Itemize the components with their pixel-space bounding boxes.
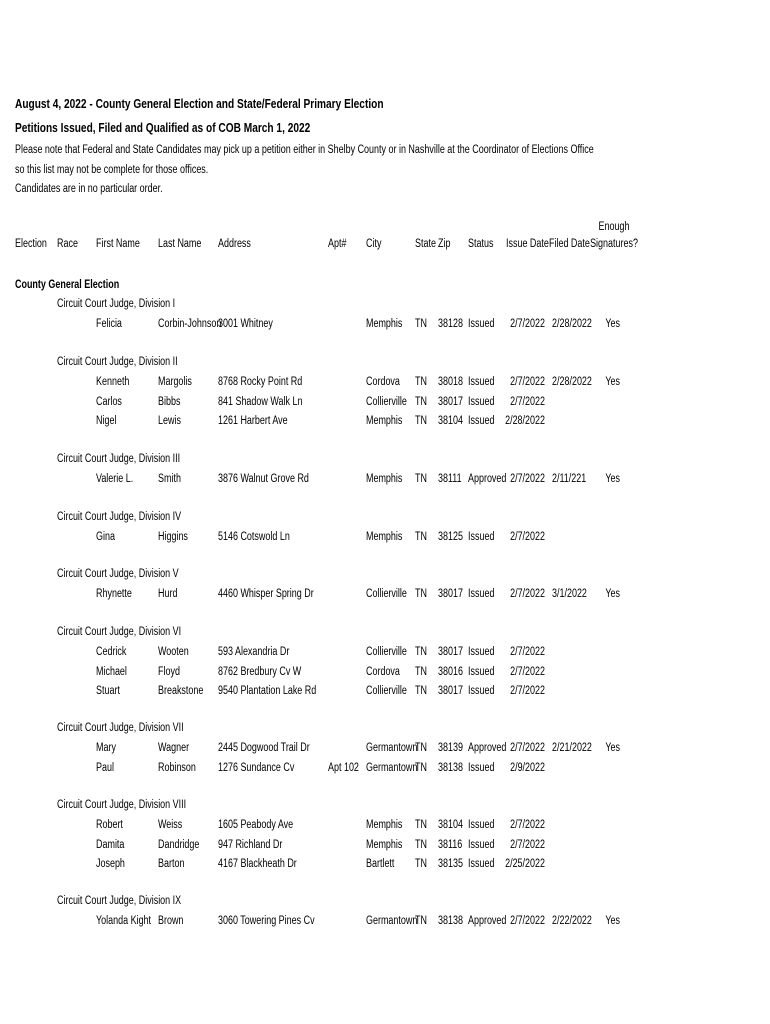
last-name-cell: Brown xyxy=(158,915,184,927)
last-name-cell: Wagner xyxy=(158,742,190,754)
first-name-cell: Michael xyxy=(96,665,127,678)
zip-cell: 38138 xyxy=(438,761,463,774)
city-cell: Germantown xyxy=(366,742,418,754)
address-cell: 2445 Dogwood Trail Dr xyxy=(218,742,310,754)
city-cell: Cordova xyxy=(366,665,400,678)
election-group-label: County General Election xyxy=(15,279,120,291)
zip-cell: 38138 xyxy=(438,915,463,927)
enough-signatures-cell: Yes xyxy=(605,473,620,485)
city-cell: Memphis xyxy=(366,415,403,427)
filed-date-cell: 3/1/2022 xyxy=(552,588,587,600)
enough-signatures-cell: Yes xyxy=(605,318,620,330)
status-cell: Issued xyxy=(468,531,495,543)
city-cell: Germantown xyxy=(366,915,418,927)
address-cell: 4460 Whisper Spring Dr xyxy=(218,588,314,600)
last-name-cell: Dandridge xyxy=(158,838,200,851)
filed-date-cell: 2/22/2022 xyxy=(552,915,592,927)
col-state: State xyxy=(415,238,436,250)
city-cell: Memphis xyxy=(366,819,403,831)
first-name-cell: Felicia xyxy=(96,318,122,330)
zip-cell: 38139 xyxy=(438,742,463,754)
zip-cell: 38017 xyxy=(438,646,463,658)
address-cell: 841 Shadow Walk Ln xyxy=(218,395,303,408)
address-cell: 8762 Bredbury Cv W xyxy=(218,665,302,678)
status-cell: Issued xyxy=(468,858,495,870)
col-city: City xyxy=(366,238,382,250)
state-cell: TN xyxy=(415,318,427,330)
state-cell: TN xyxy=(415,588,427,600)
document-subtitle: Petitions Issued, Filed and Qualified as of COB March 1, 2022 xyxy=(15,120,311,135)
zip-cell: 38128 xyxy=(438,318,463,330)
city-cell: Bartlett xyxy=(366,858,395,870)
status-cell: Issued xyxy=(468,646,495,658)
issue-date-cell: 2/7/2022 xyxy=(510,665,545,678)
state-cell: TN xyxy=(415,838,427,851)
col-zip: Zip xyxy=(438,238,451,250)
state-cell: TN xyxy=(415,473,427,485)
issue-date-cell: 2/7/2022 xyxy=(510,395,545,408)
state-cell: TN xyxy=(415,819,427,831)
first-name-cell: Mary xyxy=(96,742,116,754)
issue-date-cell: 2/7/2022 xyxy=(510,819,545,831)
city-cell: Collierville xyxy=(366,588,407,600)
last-name-cell: Corbin-Johnson xyxy=(158,318,222,330)
col-election: Election xyxy=(15,238,47,250)
first-name-cell: Paul xyxy=(96,761,114,774)
last-name-cell: Hurd xyxy=(158,588,178,600)
issue-date-cell: 2/7/2022 xyxy=(510,318,545,330)
first-name-cell: Yolanda Kight xyxy=(96,915,152,927)
city-cell: Cordova xyxy=(366,376,400,388)
first-name-cell: Rhynette xyxy=(96,588,132,600)
filed-date-cell: 2/11/221 xyxy=(552,473,587,485)
issue-date-cell: 2/7/2022 xyxy=(510,646,545,658)
zip-cell: 38017 xyxy=(438,685,463,697)
city-cell: Memphis xyxy=(366,531,403,543)
address-cell: 593 Alexandria Dr xyxy=(218,646,290,658)
state-cell: TN xyxy=(415,858,427,870)
state-cell: TN xyxy=(415,685,427,697)
address-cell: 8768 Rocky Point Rd xyxy=(218,376,303,388)
last-name-cell: Higgins xyxy=(158,531,188,543)
zip-cell: 38017 xyxy=(438,588,463,600)
first-name-cell: Valerie L. xyxy=(96,473,134,485)
status-cell: Approved xyxy=(468,915,507,927)
state-cell: TN xyxy=(415,915,427,927)
city-cell: Collierville xyxy=(366,646,407,658)
first-name-cell: Joseph xyxy=(96,858,125,870)
race-label: Circuit Court Judge, Division VII xyxy=(57,722,184,734)
city-cell: Collierville xyxy=(366,395,407,408)
address-cell: 5146 Cotswold Ln xyxy=(218,531,290,543)
note-line-1: Please note that Federal and State Candidates may pick up a petition either in Shelby County or in Nashville at the Coordinator of Elections Office xyxy=(15,144,594,156)
status-cell: Issued xyxy=(468,761,495,774)
race-label: Circuit Court Judge, Division V xyxy=(57,568,179,580)
race-label: Circuit Court Judge, Division III xyxy=(57,453,181,465)
issue-date-cell: 2/9/2022 xyxy=(510,761,545,774)
zip-cell: 38104 xyxy=(438,819,463,831)
zip-cell: 38111 xyxy=(438,473,462,485)
col-enough-line-1: Enough xyxy=(598,221,630,233)
col-apt: Apt# xyxy=(328,238,347,250)
status-cell: Issued xyxy=(468,318,495,330)
state-cell: TN xyxy=(415,761,427,774)
last-name-cell: Bibbs xyxy=(158,395,181,408)
issue-date-cell: 2/7/2022 xyxy=(510,685,545,697)
first-name-cell: Gina xyxy=(96,531,115,543)
issue-date-cell: 2/7/2022 xyxy=(510,742,545,754)
note-line-2: so this list may not be complete for those offices. xyxy=(15,164,209,176)
status-cell: Issued xyxy=(468,685,495,697)
issue-date-cell: 2/7/2022 xyxy=(510,376,545,388)
zip-cell: 38116 xyxy=(438,838,463,851)
status-cell: Issued xyxy=(468,395,495,408)
status-cell: Issued xyxy=(468,415,495,427)
address-cell: 947 Richland Dr xyxy=(218,838,283,851)
zip-cell: 38018 xyxy=(438,376,463,388)
col-first-name: First Name xyxy=(96,238,140,250)
last-name-cell: Robinson xyxy=(158,761,196,774)
col-filed-date: Filed Date xyxy=(549,238,590,250)
state-cell: TN xyxy=(415,531,427,543)
col-enough-line-2: Signatures? xyxy=(590,238,638,250)
city-cell: Memphis xyxy=(366,838,403,851)
issue-date-cell: 2/7/2022 xyxy=(510,838,545,851)
zip-cell: 38104 xyxy=(438,415,463,427)
filed-date-cell: 2/21/2022 xyxy=(552,742,592,754)
filed-date-cell: 2/28/2022 xyxy=(552,376,592,388)
address-cell: 3001 Whitney xyxy=(218,318,273,330)
city-cell: Collierville xyxy=(366,685,407,697)
col-race: Race xyxy=(57,238,78,250)
last-name-cell: Weiss xyxy=(158,819,183,831)
enough-signatures-cell: Yes xyxy=(605,742,620,754)
apt-cell: Apt 102 xyxy=(328,761,359,774)
col-last-name: Last Name xyxy=(158,238,202,250)
address-cell: 1605 Peabody Ave xyxy=(218,819,294,831)
race-label: Circuit Court Judge, Division IV xyxy=(57,511,182,523)
first-name-cell: Kenneth xyxy=(96,376,130,388)
address-cell: 3876 Walnut Grove Rd xyxy=(218,473,309,485)
address-cell: 3060 Towering Pines Cv xyxy=(218,915,315,927)
city-cell: Germantown xyxy=(366,761,418,774)
state-cell: TN xyxy=(415,646,427,658)
first-name-cell: Cedrick xyxy=(96,646,127,658)
last-name-cell: Breakstone xyxy=(158,685,204,697)
document-title: August 4, 2022 - County General Election and State/Federal Primary Election xyxy=(15,96,384,111)
enough-signatures-cell: Yes xyxy=(605,376,620,388)
first-name-cell: Nigel xyxy=(96,415,117,427)
race-label: Circuit Court Judge, Division IX xyxy=(57,895,182,907)
issue-date-cell: 2/28/2022 xyxy=(505,415,545,427)
status-cell: Issued xyxy=(468,665,495,678)
status-cell: Issued xyxy=(468,819,495,831)
state-cell: TN xyxy=(415,376,427,388)
status-cell: Issued xyxy=(468,376,495,388)
col-address: Address xyxy=(218,238,251,250)
last-name-cell: Wooten xyxy=(158,646,189,658)
zip-cell: 38016 xyxy=(438,665,463,678)
race-label: Circuit Court Judge, Division II xyxy=(57,356,178,368)
enough-signatures-cell: Yes xyxy=(605,588,620,600)
city-cell: Memphis xyxy=(366,318,403,330)
zip-cell: 38135 xyxy=(438,858,463,870)
race-label: Circuit Court Judge, Division I xyxy=(57,298,176,310)
enough-signatures-cell: Yes xyxy=(605,915,620,927)
last-name-cell: Floyd xyxy=(158,665,180,678)
last-name-cell: Lewis xyxy=(158,415,181,427)
state-cell: TN xyxy=(415,415,427,427)
address-cell: 1276 Sundance Cv xyxy=(218,761,295,774)
status-cell: Approved xyxy=(468,742,507,754)
filed-date-cell: 2/28/2022 xyxy=(552,318,592,330)
status-cell: Approved xyxy=(468,473,507,485)
last-name-cell: Margolis xyxy=(158,376,192,388)
first-name-cell: Robert xyxy=(96,819,123,831)
first-name-cell: Damita xyxy=(96,838,125,851)
issue-date-cell: 2/7/2022 xyxy=(510,588,545,600)
state-cell: TN xyxy=(415,742,427,754)
last-name-cell: Smith xyxy=(158,473,181,485)
zip-cell: 38125 xyxy=(438,531,463,543)
first-name-cell: Carlos xyxy=(96,395,122,408)
last-name-cell: Barton xyxy=(158,858,185,870)
issue-date-cell: 2/25/2022 xyxy=(505,858,545,870)
issue-date-cell: 2/7/2022 xyxy=(510,915,545,927)
note-line-3: Candidates are in no particular order. xyxy=(15,183,163,195)
first-name-cell: Stuart xyxy=(96,685,120,697)
issue-date-cell: 2/7/2022 xyxy=(510,473,545,485)
city-cell: Memphis xyxy=(366,473,403,485)
address-cell: 4167 Blackheath Dr xyxy=(218,858,297,870)
state-cell: TN xyxy=(415,665,427,678)
state-cell: TN xyxy=(415,395,427,408)
col-status: Status xyxy=(468,238,494,250)
address-cell: 1261 Harbert Ave xyxy=(218,415,288,427)
status-cell: Issued xyxy=(468,838,495,851)
address-cell: 9540 Plantation Lake Rd xyxy=(218,685,317,697)
issue-date-cell: 2/7/2022 xyxy=(510,531,545,543)
col-issue-date: Issue Date xyxy=(506,238,549,250)
status-cell: Issued xyxy=(468,588,495,600)
race-label: Circuit Court Judge, Division VIII xyxy=(57,799,187,811)
zip-cell: 38017 xyxy=(438,395,463,408)
race-label: Circuit Court Judge, Division VI xyxy=(57,626,182,638)
